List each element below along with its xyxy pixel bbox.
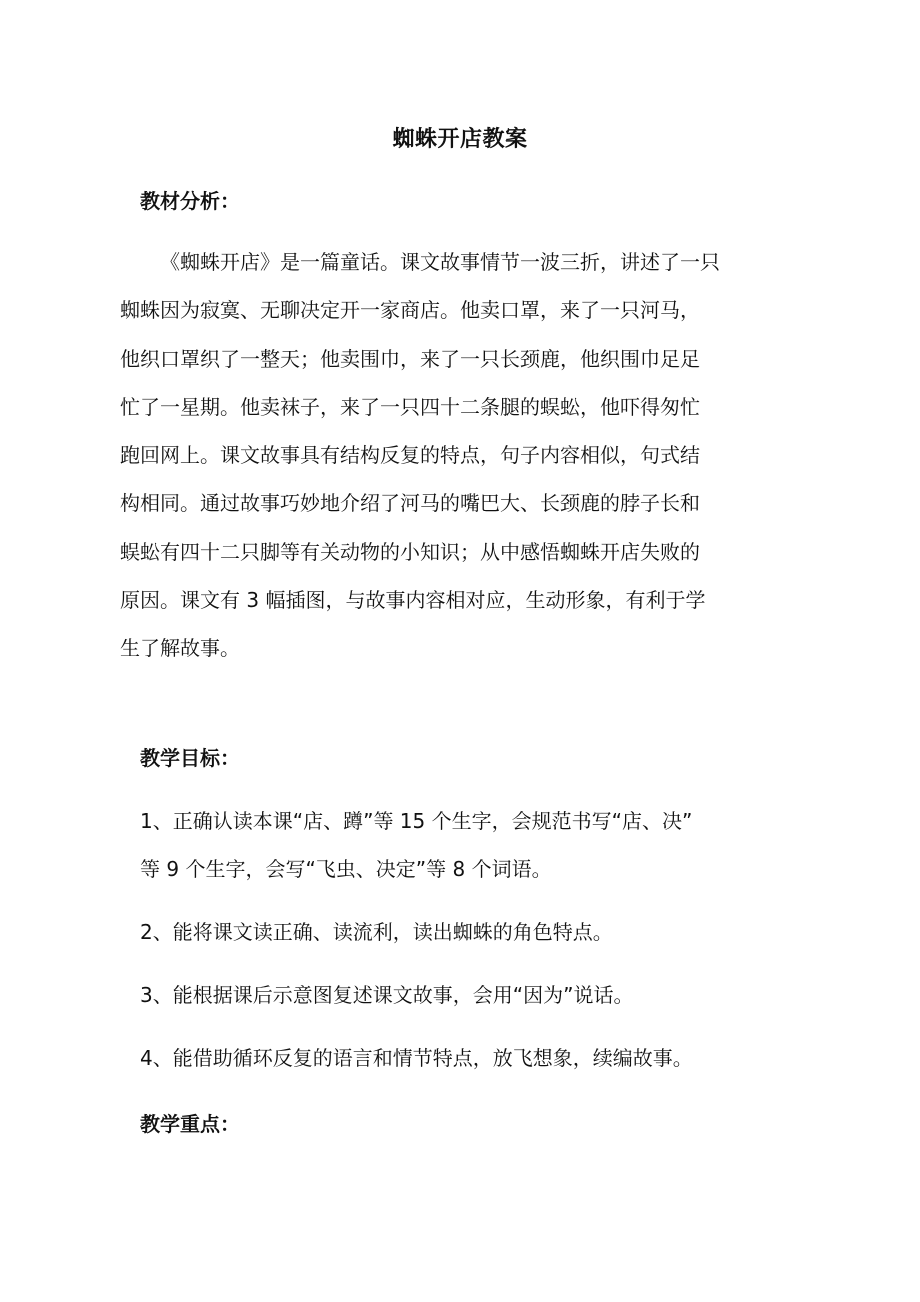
section-heading-teaching-focus: 教学重点： [140, 1112, 240, 1136]
objective-line: 3、能根据课后示意图复述课文故事，会用“因为”说话。 [140, 983, 634, 1007]
section-heading-teaching-objectives: 教学目标： [140, 746, 240, 770]
section-heading-material-analysis: 教材分析： [140, 189, 240, 213]
paragraph-line: 构相同。通过故事巧妙地介绍了河马的嘴巴大、长颈鹿的脖子长和 [120, 491, 700, 516]
material-analysis-paragraph [120, 238, 770, 673]
objective-item-3 [140, 971, 780, 1019]
paragraph-line: 他织口罩织了一整天；他卖围巾，来了一只长颈鹿，他织围巾足足 [120, 346, 700, 371]
objective-item-2 [140, 908, 780, 956]
paragraph-line: 生了解故事。 [120, 636, 240, 661]
objective-item-4 [140, 1034, 780, 1082]
paragraph-line: 蜘蛛因为寂寞、无聊决定开一家商店。他卖口罩，来了一只河马， [120, 298, 700, 323]
paragraph-line: 原因。课文有 3 幅插图，与故事内容相对应，生动形象，有利于学 [120, 588, 706, 613]
objective-line: 等 9 个生字，会写“飞虫、决定”等 8 个词语。 [140, 857, 552, 881]
paragraph-line: 《蜘蛛开店》是一篇童话。课文故事情节一波三折，讲述了一只 [160, 250, 720, 274]
objective-item-1 [140, 797, 780, 893]
paragraph-line: 忙了一星期。他卖袜子，来了一只四十二条腿的蜈蚣，他吓得匆忙 [120, 394, 700, 419]
objective-line: 4、能借助循环反复的语言和情节特点，放飞想象，续编故事。 [140, 1046, 693, 1070]
objective-line: 1、正确认读本课“店、蹲”等 15 个生字，会规范书写“店、决” [140, 809, 693, 833]
paragraph-line: 跑回网上。课文故事具有结构反复的特点，句子内容相似，句式结 [120, 443, 700, 468]
paragraph-line: 蜈蚣有四十二只脚等有关动物的小知识；从中感悟蜘蛛开店失败的 [120, 539, 700, 564]
objective-line: 2、能将课文读正确、读流利，读出蜘蛛的角色特点。 [140, 920, 613, 944]
document-title: 蜘蛛开店教案 [392, 127, 528, 152]
